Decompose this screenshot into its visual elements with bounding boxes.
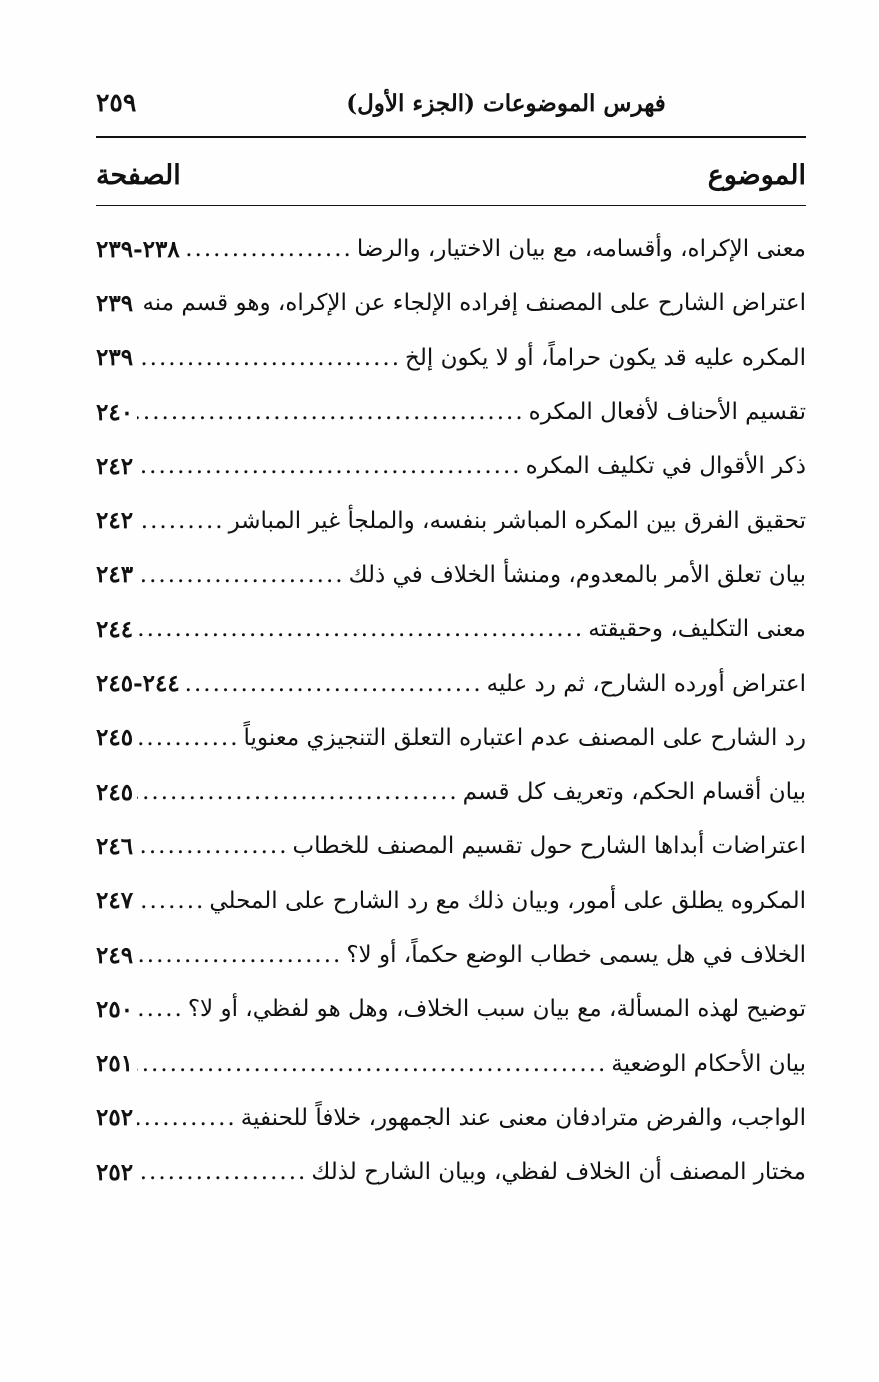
entry-page: ٢٤٧ bbox=[96, 887, 134, 915]
entry-page: ٢٣٩ bbox=[96, 289, 134, 317]
index-entry bbox=[96, 222, 806, 276]
entry-topic: اعتراض الشارح على المصنف إفراده الإلجاء عن الإكراه، وهو قسم منه bbox=[142, 290, 806, 317]
topic-column-header: الموضوع bbox=[707, 160, 806, 191]
index-entry bbox=[96, 765, 806, 819]
running-title: فهرس الموضوعات (الجزء الأول) bbox=[346, 90, 666, 117]
dot-leader bbox=[137, 1105, 237, 1131]
entry-topic: بيان الأحكام الوضعية bbox=[611, 1050, 806, 1077]
index-entry bbox=[96, 982, 806, 1036]
entry-topic: المكره عليه قد يكون حراماً، أو لا يكون إلخ bbox=[405, 344, 806, 371]
index-entry bbox=[96, 1091, 806, 1145]
dot-leader bbox=[137, 833, 288, 859]
index-entry bbox=[96, 493, 806, 547]
entry-topic: تحقيق الفرق بين المكره المباشر بنفسه، والملجأ غير المباشر bbox=[228, 507, 806, 534]
index-entry bbox=[96, 548, 806, 602]
index-entry bbox=[96, 602, 806, 656]
entry-page: ٢٤٥ bbox=[96, 724, 134, 752]
entry-page: ٢٥١ bbox=[96, 1050, 134, 1078]
entry-topic: توضيح لهذه المسألة، مع بيان سبب الخلاف، وهل هو لفظي، أو لا؟ bbox=[187, 996, 806, 1023]
dot-leader bbox=[137, 996, 184, 1022]
dot-leader bbox=[137, 616, 584, 642]
entry-page: ٢٤٢ bbox=[96, 452, 134, 480]
entry-page: ٢٤٢ bbox=[96, 507, 134, 535]
page-column-header: الصفحة bbox=[96, 160, 181, 191]
dot-leader bbox=[137, 942, 342, 968]
index-entry bbox=[96, 711, 806, 765]
entry-page: ٢٤٥ bbox=[96, 778, 134, 806]
entry-topic: مختار المصنف أن الخلاف لفظي، وبيان الشارح لذلك bbox=[311, 1159, 806, 1186]
dot-leader bbox=[184, 671, 483, 697]
column-header-rule bbox=[96, 205, 806, 206]
header-rule bbox=[96, 136, 806, 138]
entry-page: ٢٣٨-٢٣٩ bbox=[96, 235, 180, 263]
entry-topic: ذكر الأقوال في تكليف المكره bbox=[525, 453, 806, 480]
page-number: ٢٥٩ bbox=[96, 88, 137, 117]
dot-leader bbox=[137, 888, 205, 914]
index-entry bbox=[96, 656, 806, 710]
entry-page: ٢٥٢ bbox=[96, 1104, 134, 1132]
entry-page: ٢٤٠ bbox=[96, 398, 134, 426]
entry-page: ٢٤٤ bbox=[96, 615, 134, 643]
index-entry bbox=[96, 1145, 806, 1199]
index-entry bbox=[96, 439, 806, 493]
entry-topic: اعتراض أورده الشارح، ثم رد عليه bbox=[486, 670, 806, 697]
dot-leader bbox=[137, 1159, 307, 1185]
entry-topic: المكروه يطلق على أمور، وبيان ذلك مع رد الشارح على المحلي bbox=[209, 887, 806, 914]
dot-leader bbox=[137, 725, 239, 751]
entry-topic: الخلاف في هل يسمى خطاب الوضع حكماً، أو لا؟ bbox=[346, 942, 806, 968]
entry-topic: بيان تعلق الأمر بالمعدوم، ومنشأ الخلاف في ذلك bbox=[348, 561, 806, 588]
dot-leader bbox=[137, 399, 525, 425]
dot-leader bbox=[137, 508, 225, 534]
dot-leader bbox=[137, 562, 345, 588]
entry-topic: معنى الإكراه، وأقسامه، مع بيان الاختيار، والرضا bbox=[356, 236, 806, 263]
index-entry bbox=[96, 385, 806, 439]
index-entry bbox=[96, 928, 806, 982]
dot-leader bbox=[137, 290, 138, 316]
entry-topic: رد الشارح على المصنف عدم اعتباره التعلق التنجيزي معنوياً bbox=[243, 724, 806, 751]
index-entry bbox=[96, 276, 806, 330]
entry-page: ٢٥٢ bbox=[96, 1158, 134, 1186]
entry-topic: الواجب، والفرض مترادفان معنى عند الجمهور، خلافاً للحنفية bbox=[240, 1104, 806, 1131]
column-headers bbox=[96, 160, 806, 202]
dot-leader bbox=[184, 236, 353, 262]
dot-leader bbox=[137, 1051, 607, 1077]
entry-page: ٢٥٠ bbox=[96, 995, 134, 1023]
index-entry bbox=[96, 874, 806, 928]
dot-leader bbox=[137, 453, 522, 479]
entry-page: ٢٤٤-٢٤٥ bbox=[96, 670, 180, 698]
index-entry bbox=[96, 331, 806, 385]
entry-page: ٢٣٩ bbox=[96, 344, 134, 372]
index-entry bbox=[96, 1036, 806, 1090]
dot-leader bbox=[137, 345, 401, 371]
entry-topic: تقسيم الأحناف لأفعال المكره bbox=[528, 399, 806, 426]
page-header bbox=[96, 88, 806, 128]
entry-page: ٢٤٣ bbox=[96, 561, 134, 589]
entry-topic: اعتراضات أبداها الشارح حول تقسيم المصنف للخطاب bbox=[292, 833, 806, 860]
index-entry bbox=[96, 819, 806, 873]
entry-page: ٢٤٦ bbox=[96, 832, 134, 860]
entry-page: ٢٤٩ bbox=[96, 941, 134, 969]
dot-leader bbox=[137, 779, 459, 805]
entry-topic: بيان أقسام الحكم، وتعريف كل قسم bbox=[462, 779, 806, 806]
index-list bbox=[96, 222, 806, 1199]
entry-topic: معنى التكليف، وحقيقته bbox=[588, 616, 806, 643]
